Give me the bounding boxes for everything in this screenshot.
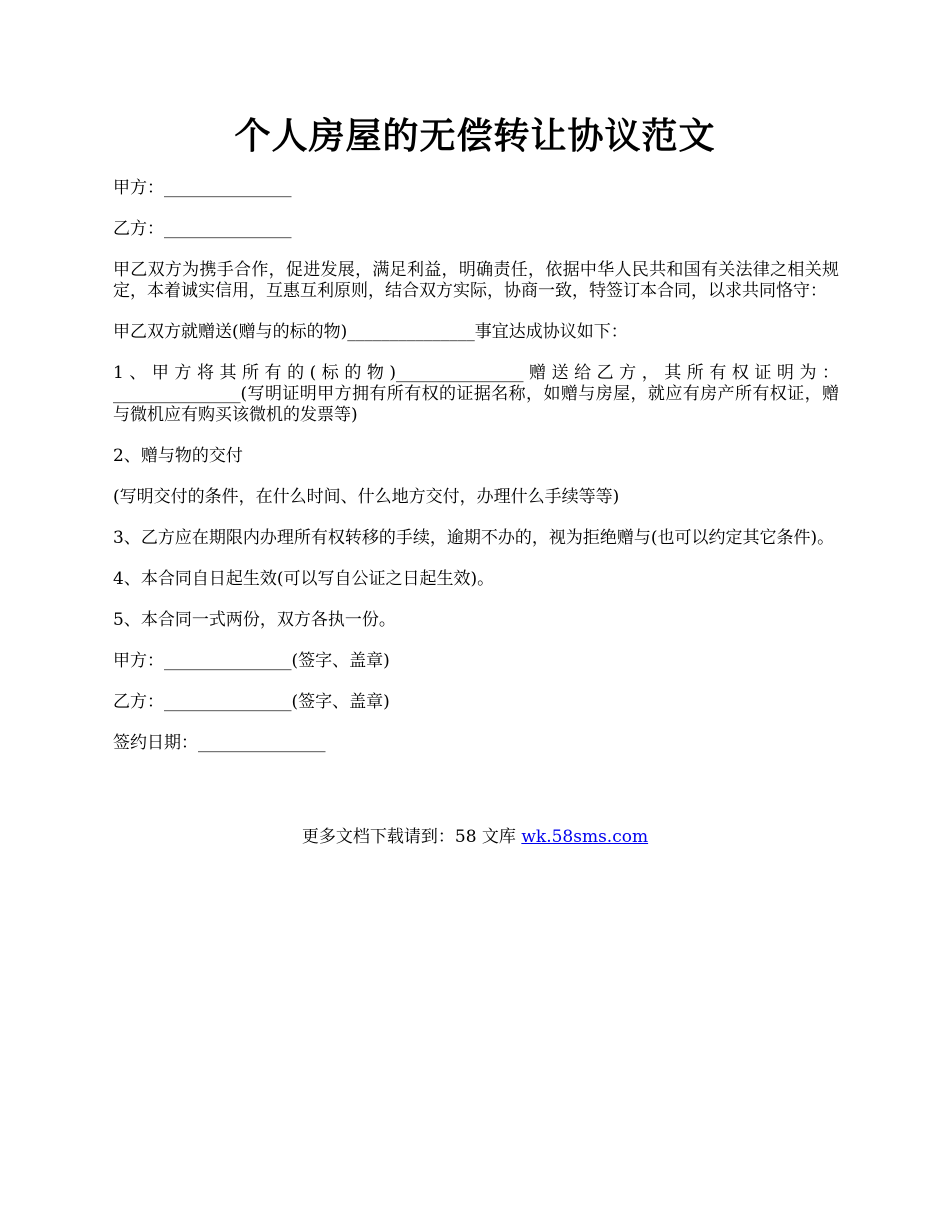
clause-1-paragraph: 1、甲方将其所有的(标的物)_______________赠送给乙方，其所有权证明为：_______________(写明证明甲方拥有所有权的证据名称，如赠与房屋，就应有房产所有权证，赠与微机应有购买该微机的发票等): [113, 363, 839, 425]
download-footer: [0, 827, 950, 848]
preamble-paragraph: 甲乙双方为携手合作，促进发展，满足利益，明确责任，依据中华人民共和国有关法律之相关规定，本着诚实信用，互惠互利原则，结合双方实际，协商一致，特签订本合同，以求共同恪守：: [113, 260, 839, 301]
party-b-signature-line: 乙方：_______________(签字、盖章): [113, 692, 390, 712]
signing-date-line: 签约日期：_______________: [113, 733, 326, 753]
party-b-line: 乙方：_______________: [113, 219, 292, 239]
document-body: [113, 178, 839, 774]
footer-link[interactable]: wk.58sms.com: [521, 827, 649, 847]
clause-2-note: (写明交付的条件，在什么时间、什么地方交付，办理什么手续等等): [113, 487, 620, 507]
clause-5-paragraph: 5、本合同一式两份，双方各执一份。: [113, 610, 396, 630]
clause-2-heading: 2、赠与物的交付: [113, 446, 243, 466]
agreement-intro-paragraph: 甲乙双方就赠送(赠与的标的物)_______________事宜达成协议如下：: [113, 322, 628, 342]
clause-4-paragraph: 4、本合同自日起生效(可以写自公证之日起生效)。: [113, 569, 495, 589]
party-a-signature-line: 甲方：_______________(签字、盖章): [113, 651, 390, 671]
document-title: 个人房屋的无偿转让协议范文: [234, 115, 716, 157]
party-a-line: 甲方：_______________: [113, 178, 292, 198]
footer-prefix-text: 更多文档下载请到：58 文库: [301, 827, 522, 847]
clause-3-paragraph: 3、乙方应在期限内办理所有权转移的手续，逾期不办的，视为拒绝赠与(也可以约定其它条件)。: [113, 528, 835, 548]
